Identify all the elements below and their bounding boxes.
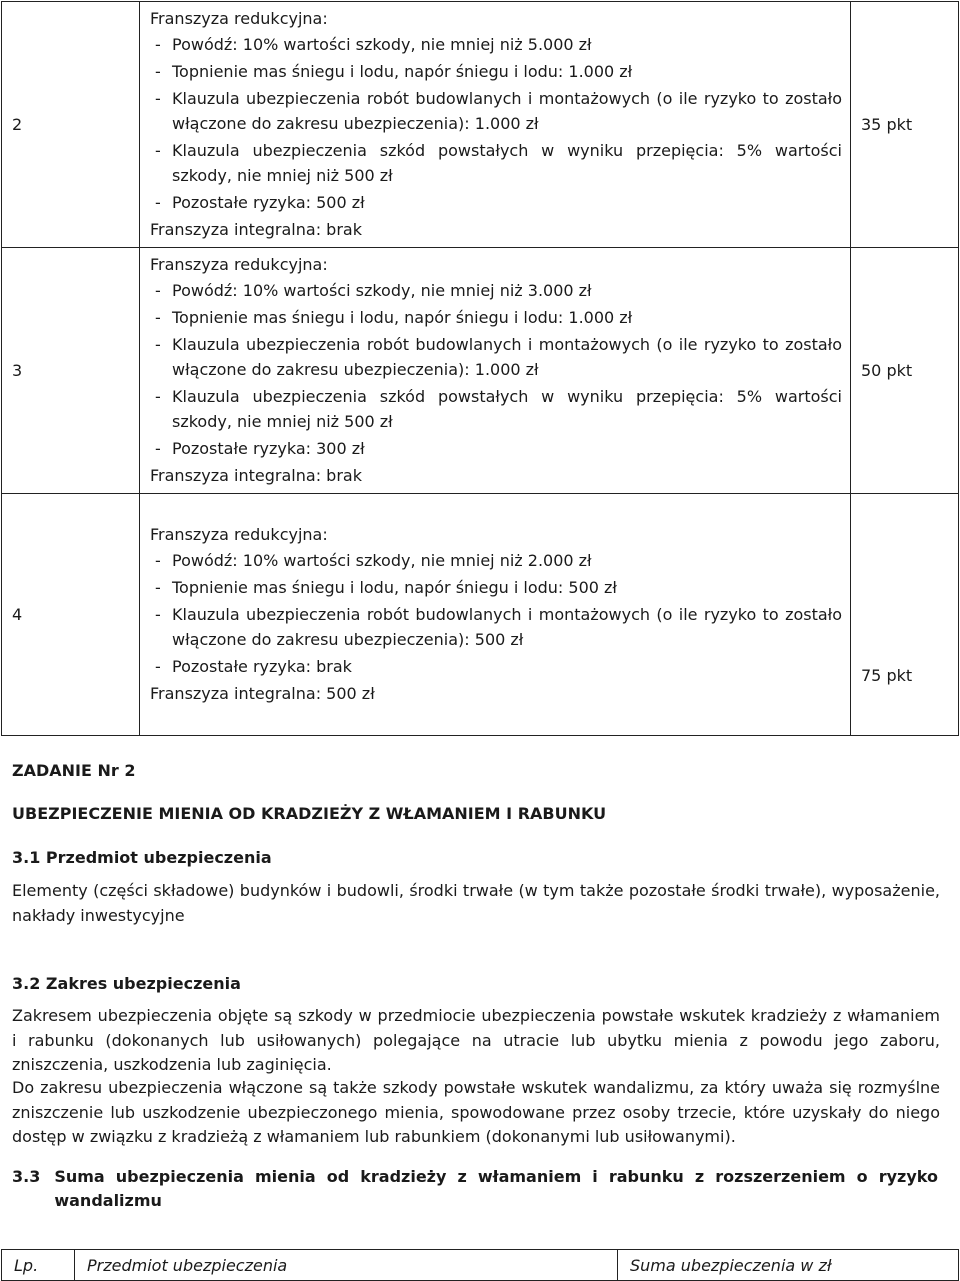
sum-insured-table [1, 1249, 959, 1281]
list-item: - Klauzula ubezpieczenia szkód powstałych w wyniku przepięcia: 5% wartości szkody, nie mniej niż 500 zł [150, 138, 842, 188]
option-footer: Franszyza integralna: brak [150, 220, 362, 239]
task-subtitle: UBEZPIECZENIE MIENIA OD KRADZIEŻY Z WŁAMANIEM I RABUNKU [12, 804, 607, 823]
table-header-row [2, 1250, 959, 1281]
option-description [140, 248, 851, 494]
column-header-subject: Przedmiot ubezpieczenia [75, 1250, 618, 1281]
list-item: - Klauzula ubezpieczenia szkód powstałych w wyniku przepięcia: 5% wartości szkody, nie mniej niż 500 zł [150, 384, 842, 434]
list-item: - Topnienie mas śniegu i lodu, napór śniegu i lodu: 1.000 zł [150, 305, 842, 330]
section-3-3-number: 3.3 [12, 1167, 41, 1186]
section-3-2-heading: 3.2 Zakres ubezpieczenia [12, 974, 241, 993]
deductible-list [150, 278, 842, 461]
list-item: - Klauzula ubezpieczenia robót budowlanych i montażowych (o ile ryzyko to zostało włączone do zakresu ubezpieczenia): 1.000 zł [150, 86, 842, 136]
list-item: - Pozostałe ryzyka: 300 zł [150, 436, 842, 461]
option-row [2, 248, 959, 494]
deductible-options-table [1, 1, 959, 736]
option-footer: Franszyza integralna: brak [150, 466, 362, 485]
option-description [140, 494, 851, 736]
section-3-2-paragraph-1: Zakresem ubezpieczenia objęte są szkody w przedmiocie ubezpieczenia powstałe wskutek kradzieży z włamaniem i rabunku (dokonanych lub usiłowanych) polegające na utracie lub ubytku mienia z powodu jego zaboru, zniszczenia, uszkodzenia lub zaginięcia. [12, 1006, 940, 1074]
option-points: 35 pkt [851, 2, 959, 248]
list-item: - Powódź: 10% wartości szkody, nie mniej niż 3.000 zł [150, 278, 842, 303]
column-header-lp: Lp. [2, 1250, 75, 1281]
option-number: 3 [2, 248, 140, 494]
section-3-3-title: Suma ubezpieczenia mienia od kradzieży z włamaniem i rabunku z rozszerzeniem o ryzyko wandalizmu [54, 1167, 938, 1210]
section-3-3-heading [12, 1165, 938, 1213]
column-header-sum: Suma ubezpieczenia w zł [618, 1250, 959, 1281]
option-row [2, 494, 959, 736]
option-description [140, 2, 851, 248]
section-3-1-text: Elementy (części składowe) budynków i budowli, środki trwałe (w tym także pozostałe środki trwałe), wyposażenie, nakłady inwestycyjne [12, 881, 940, 925]
task-title: ZADANIE Nr 2 [12, 761, 136, 780]
option-footer: Franszyza integralna: 500 zł [150, 684, 375, 703]
option-heading: Franszyza redukcyjna: [150, 9, 328, 28]
list-item: - Klauzula ubezpieczenia robót budowlanych i montażowych (o ile ryzyko to zostało włączone do zakresu ubezpieczenia): 1.000 zł [150, 332, 842, 382]
option-row [2, 2, 959, 248]
list-item: - Klauzula ubezpieczenia robót budowlanych i montażowych (o ile ryzyko to zostało włączone do zakresu ubezpieczenia): 500 zł [150, 602, 842, 652]
section-3-1-heading: 3.1 Przedmiot ubezpieczenia [12, 848, 272, 867]
section-3-2-paragraph-2: Do zakresu ubezpieczenia włączone są także szkody powstałe wskutek wandalizmu, za który uważa się rozmyślne zniszczenie lub uszkodzenie ubezpieczonego mienia, spowodowane przez osoby trzecie, które uzyskały do niego dostęp w związku z kradzieżą z włamaniem lub rabunkiem (dokonanymi lub usiłowanymi). [12, 1078, 940, 1146]
option-points: 75 pkt [851, 494, 959, 736]
list-item: - Powódź: 10% wartości szkody, nie mniej niż 5.000 zł [150, 32, 842, 57]
option-number: 4 [2, 494, 140, 736]
deductible-list [150, 32, 842, 215]
deductible-list [150, 548, 842, 679]
option-heading: Franszyza redukcyjna: [150, 525, 328, 544]
list-item: - Pozostałe ryzyka: brak [150, 654, 842, 679]
option-points: 50 pkt [851, 248, 959, 494]
option-number: 2 [2, 2, 140, 248]
list-item: - Topnienie mas śniegu i lodu, napór śniegu i lodu: 500 zł [150, 575, 842, 600]
option-heading: Franszyza redukcyjna: [150, 255, 328, 274]
list-item: - Powódź: 10% wartości szkody, nie mniej niż 2.000 zł [150, 548, 842, 573]
list-item: - Pozostałe ryzyka: 500 zł [150, 190, 842, 215]
list-item: - Topnienie mas śniegu i lodu, napór śniegu i lodu: 1.000 zł [150, 59, 842, 84]
